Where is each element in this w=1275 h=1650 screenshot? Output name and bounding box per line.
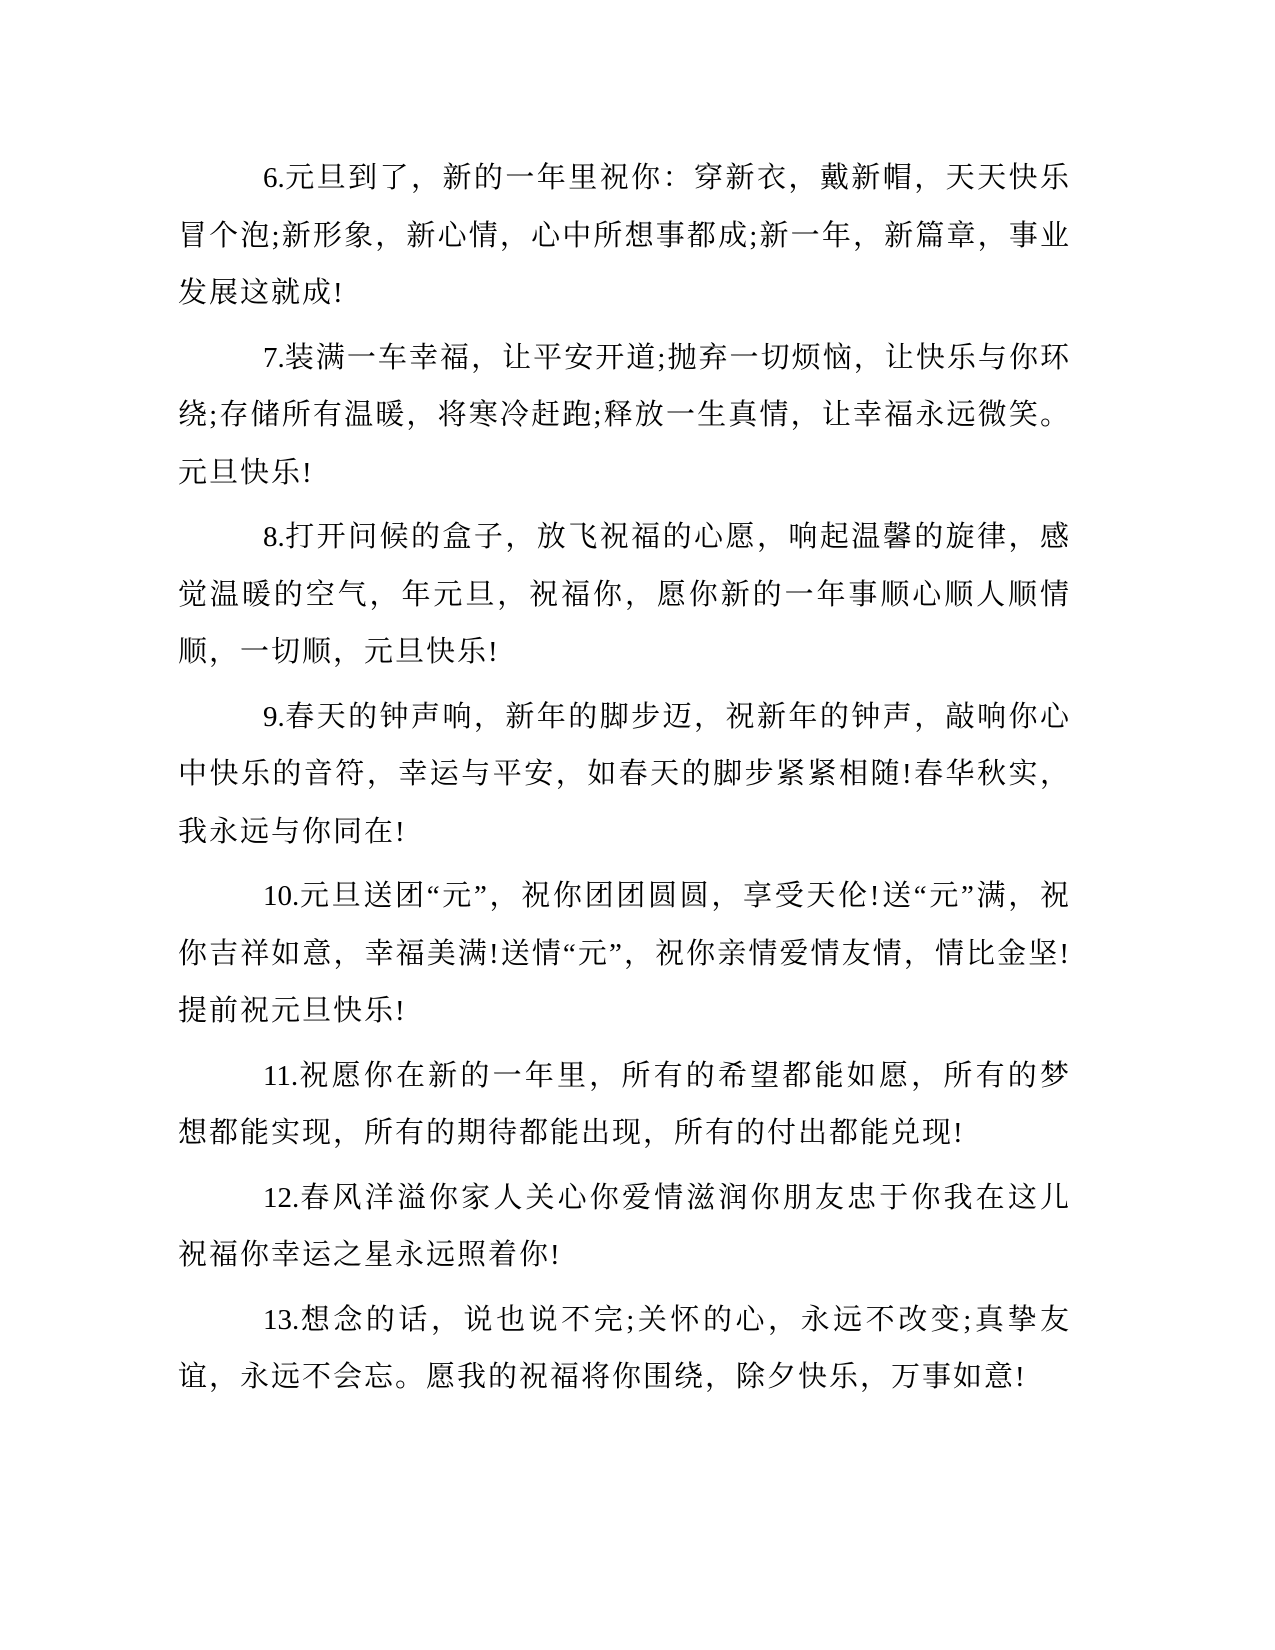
item-number: 9. xyxy=(263,700,285,733)
greeting-item-8 xyxy=(178,509,1071,682)
greeting-item-7 xyxy=(178,330,1071,503)
item-text: 元旦到了，新的一年里祝你：穿新衣，戴新帽，天天快乐冒个泡;新形象，新心情，心中所想事都成;新一年，新篇章，事业发展这就成! xyxy=(178,162,1071,309)
greeting-item-11 xyxy=(178,1048,1071,1163)
item-text: 装满一车幸福，让平安开道;抛弃一切烦恼，让快乐与你环绕;存储所有温暖，将寒冷赶跑;释放一生真情，让幸福永远微笑。元旦快乐! xyxy=(178,341,1071,489)
item-number: 13. xyxy=(263,1303,300,1336)
item-text: 打开问候的盒子，放飞祝福的心愿，响起温馨的旋律，感觉温暖的空气，年元旦，祝福你，愿你新的一年事顺心顺人顺情顺，一切顺，元旦快乐! xyxy=(178,521,1071,668)
greeting-item-12 xyxy=(178,1170,1071,1285)
document-body xyxy=(178,150,1071,1407)
item-number: 11. xyxy=(263,1059,299,1092)
item-number: 7. xyxy=(263,341,285,374)
greeting-item-9 xyxy=(178,689,1071,862)
item-text: 春风洋溢你家人关心你爱情滋润你朋友忠于你我在这儿祝福你幸运之星永远照着你! xyxy=(178,1181,1071,1271)
item-text: 春天的钟声响，新年的脚步迈，祝新年的钟声，敲响你心中快乐的音符，幸运与平安，如春天的脚步紧紧相随!春华秋实，我永远与你同在! xyxy=(178,700,1071,848)
item-text: 祝愿你在新的一年里，所有的希望都能如愿，所有的梦想都能实现，所有的期待都能出现，所有的付出都能兑现! xyxy=(178,1059,1071,1149)
item-number: 6. xyxy=(263,162,285,194)
item-number: 12. xyxy=(263,1181,300,1214)
greeting-item-10 xyxy=(178,868,1071,1041)
item-number: 10. xyxy=(263,880,300,912)
greeting-item-13 xyxy=(178,1292,1071,1407)
item-text: 想念的话，说也说不完;关怀的心，永远不改变;真挚友谊，永远不会忘。愿我的祝福将你围绕，除夕快乐，万事如意! xyxy=(178,1303,1071,1393)
greeting-item-6 xyxy=(178,150,1071,323)
item-number: 8. xyxy=(263,521,285,553)
item-text: 元旦送团“元”，祝你团团圆圆，享受天伦!送“元”满，祝你吉祥如意，幸福美满!送情“元”，祝你亲情爱情友情，情比金坚!提前祝元旦快乐! xyxy=(178,880,1071,1027)
